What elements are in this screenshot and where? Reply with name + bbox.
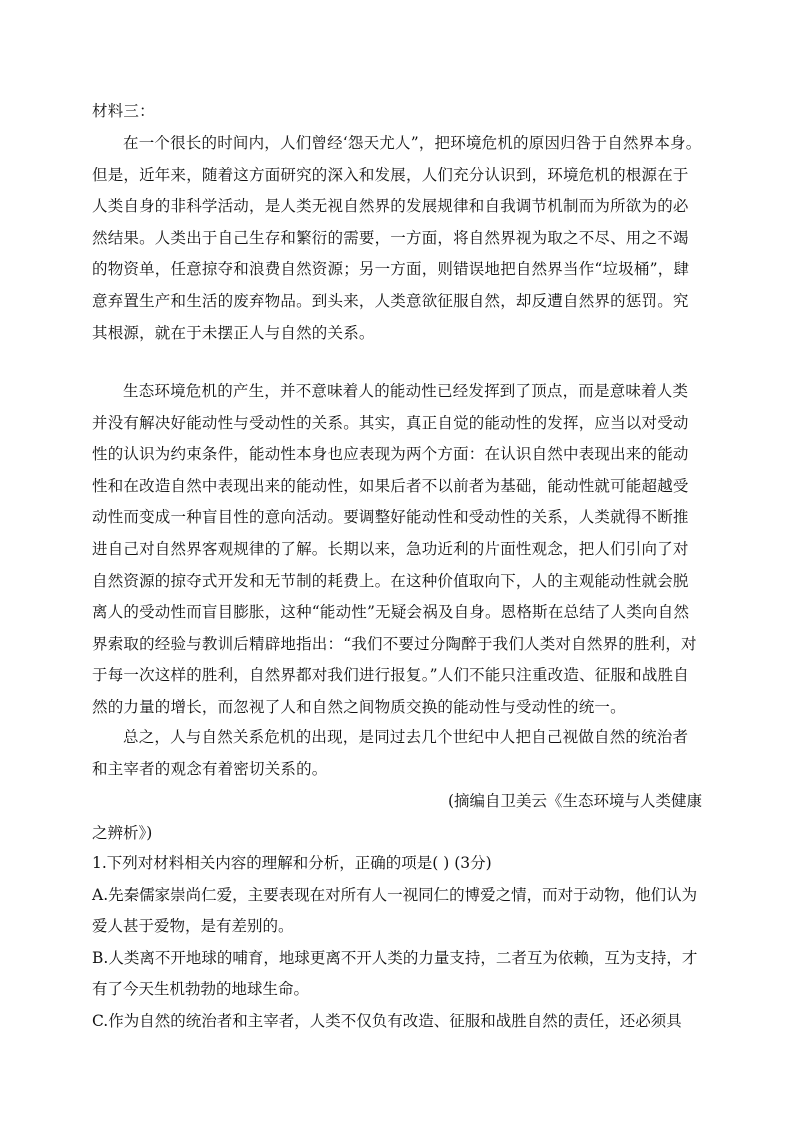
question-1 [92,848,702,1038]
paragraph-3 [92,722,702,785]
paragraph-1-text: 在一个很长的时间内，人们曾经‘怨天尤人”，把环境危机的原因归咎于自然界本身。但是，近年来，随着这方面研究的深入和发展，人们充分认识到，环境危机的根源在于人类自身的非科学活动，是人类无视自然界的发展规律和自我调节机制而为所欲为的必然结果。人类出于自己生存和繁衍的需要，一方面，将自然界视为取之不尽、用之不竭的物资单，任意掠夺和浪费自然资源；另一方面，则错误地把自然界当作“垃圾桶”，肆意弃置生产和生活的废弃物品。到头来，人类意欲征服自然，却反遭自然界的惩罚。究其根源，就在于未摆正人与自然的关系。 [92,134,702,342]
source-citation-continued: 之辨析》) [92,824,153,842]
paragraph-1 [92,128,702,349]
material-heading: 材料三： [92,102,155,120]
paragraph-2-text: 生态环境危机的产生，并不意味着人的能动性已经发挥到了顶点，而是意味着人类并没有解决好能动性与受动性的关系。其实，真正自觉的能动性的发挥，应当以对受动性的认识为约束条件，能动性本身也应表现为两个方面：在认识自然中表现出来的能动性和在改造自然中表现出来的能动性，如果后者不以前者为基础，能动性就可能超越受动性而变成一种盲目性的意向活动。要调整好能动性和受动性的关系，人类就得不断推进自己对自然界客观规律的了解。长期以来，急功近利的片面性观念，把人们引向了对自然资源的掠夺式开发和无节制的耗费上。在这种价值取向下，人的主观能动性就会脱离人的受动性而盲目膨胀，这种“能动性”无疑会祸及自身。恩格斯在总结了人类向自然界索取的经验与教训后精辟地指出：“我们不要过分陶醉于我们人类对自然界的胜利，对于每一次这样的胜利，自然界都对我们进行报复。”人们不能只注重改造、征服和战胜自然的力量的增长，而忽视了人和自然之间物质交换的能动性与受动性的统一。 [92,382,697,716]
option-a: A.先秦儒家崇尚仁爱，主要表现在对所有人一视同仁的博爱之情，而对于动物，他们认为爱人甚于爱物，是有差别的。 [92,885,698,936]
option-c: C.作为自然的统治者和主宰者，人类不仅负有改造、征服和战胜自然的责任，还必须具 [92,1011,682,1030]
option-b: B.人类离不开地球的哺育，地球更离不开人类的力量支持，二者互为依赖，互为支持，才有了今天生机勃勃的地球生命。 [92,948,698,999]
paragraph-2 [92,376,702,724]
source-citation: (摘编自卫美云《生态环境与人类健康 [447,792,702,810]
question-stem: 1.下列对材料相关内容的理解和分析，正确的项是( ) (3分) [92,854,492,872]
paragraph-3-text: 总之，人与自然关系危机的出现，是同过去几个世纪中人把自己视做自然的统治者和主宰者的观念有着密切关系的。 [92,728,689,778]
